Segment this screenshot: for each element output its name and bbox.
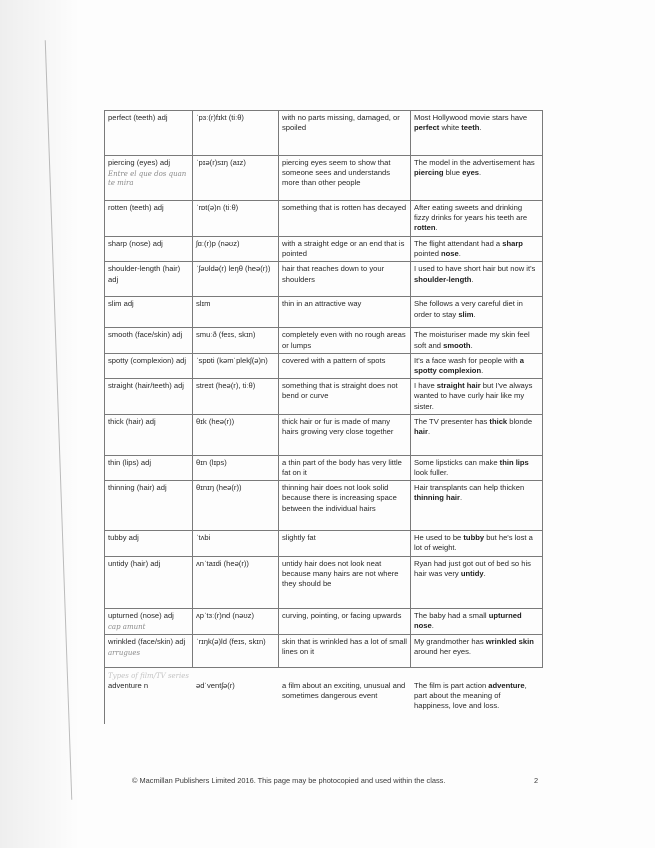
word-cell	[105, 297, 193, 328]
handwritten-note: Types of film/TV series	[108, 671, 190, 680]
word-cell	[105, 531, 193, 556]
word-text: untidy (hair) adj	[108, 558, 161, 568]
example-cell: Most Hollywood movie stars have perfect white teeth.	[411, 111, 543, 156]
example-cell: Ryan had just got out of bed so his hair was very untidy.	[411, 556, 543, 608]
definition-cell: thinning hair does not look solid because there is increasing space between the individual hairs	[279, 481, 411, 531]
word-text: upturned (nose) adj	[108, 610, 174, 620]
table-row	[105, 353, 543, 378]
example-cell: I have straight hair but I've always wanted to have curly hair like my sister.	[411, 379, 543, 415]
pronunciation-cell: θɪnɪŋ (heə(r))	[193, 481, 279, 531]
pronunciation-cell: ˈʃəʊldə(r) leŋθ (heə(r))	[193, 262, 279, 297]
word-text: straight (hair/teeth) adj	[108, 381, 184, 391]
table-row	[105, 667, 543, 724]
word-cell	[105, 608, 193, 634]
pronunciation-cell: ˈrɪŋk(ə)ld (feɪs, skɪn)	[193, 634, 279, 667]
key-term: hair	[414, 427, 428, 437]
key-term: shoulder-length	[414, 274, 472, 284]
table-row	[105, 455, 543, 480]
key-term: tubby	[463, 533, 485, 543]
key-term: thinning hair	[414, 493, 460, 503]
word-cell	[105, 634, 193, 667]
example-cell: The baby had a small upturned nose.	[411, 608, 543, 634]
pronunciation-cell: ˈspɒti (kəmˈplekʃ(ə)n)	[193, 353, 279, 378]
key-term: thin lips	[499, 457, 529, 467]
word-cell	[105, 481, 193, 531]
key-term: straight hair	[436, 381, 481, 391]
pronunciation-cell: slɪm	[193, 297, 279, 328]
page-number: 2	[534, 776, 539, 785]
handwritten-note: arrugues	[108, 649, 141, 658]
definition-cell: something that is rotten has decayed	[279, 201, 411, 237]
word-text: smooth (face/skin) adj	[108, 330, 183, 340]
example-cell: He used to be tubby but he's lost a lot of weight.	[411, 531, 543, 556]
pronunciation-cell: ʌnˈtaɪdi (heə(r))	[193, 556, 279, 608]
definition-cell: a film about an exciting, unusual and sometimes dangerous event	[279, 667, 411, 724]
key-term: sharp	[502, 239, 523, 248]
definition-cell: completely even with no rough areas or lumps	[279, 328, 411, 353]
word-cell	[105, 201, 193, 237]
vocabulary-table	[104, 110, 543, 724]
example-cell: The moisturiser made my skin feel soft and smooth.	[411, 328, 543, 353]
word-text: wrinkled (face/skin) adj	[108, 636, 186, 646]
table-row	[105, 634, 543, 667]
example-cell: Some lipsticks can make thin lips look fuller.	[411, 455, 543, 480]
key-term: slim	[458, 309, 474, 319]
word-cell	[105, 556, 193, 608]
word-cell	[105, 262, 193, 297]
word-text: adventure n	[108, 680, 149, 690]
word-text: thick (hair) adj	[108, 416, 156, 426]
definition-cell: curving, pointing, or facing upwards	[279, 608, 411, 634]
example-cell: Hair transplants can help thicken thinning hair.	[411, 481, 543, 531]
word-text: spotty (complexion) adj	[108, 355, 187, 365]
pronunciation-cell: θɪk (heə(r))	[193, 414, 279, 455]
table-row	[105, 379, 543, 415]
copyright-footer: © Macmillan Publishers Limited 2016. This page may be photocopied and used within the class.	[132, 776, 446, 785]
table-row	[105, 556, 543, 608]
word-cell	[105, 237, 193, 262]
key-term: upturned nose	[414, 610, 522, 630]
example-cell: I used to have short hair but now it's shoulder-length.	[411, 262, 543, 297]
key-term: nose	[441, 249, 459, 259]
definition-cell: hair that reaches down to your shoulders	[279, 262, 411, 297]
example-cell: She follows a very careful diet in order to stay slim.	[411, 297, 543, 328]
word-cell	[105, 353, 193, 378]
word-text: thinning (hair) adj	[108, 483, 167, 493]
table-row	[105, 156, 543, 201]
pronunciation-cell: smuːð (feɪs, skɪn)	[193, 328, 279, 353]
definition-cell: with a straight edge or an end that is pointed	[279, 237, 411, 262]
word-cell	[105, 379, 193, 415]
pronunciation-cell: ʌpˈtɜː(r)nd (nəʊz)	[193, 608, 279, 634]
table-row	[105, 481, 543, 531]
example-cell: My grandmother has wrinkled skin around her eyes.	[411, 634, 543, 667]
key-term: perfect	[414, 123, 440, 133]
table-row	[105, 608, 543, 634]
pronunciation-cell: ˈtʌbi	[193, 531, 279, 556]
definition-cell: untidy hair does not look neat because many hairs are not where they should be	[279, 556, 411, 608]
table-row	[105, 414, 543, 455]
key-term: smooth	[443, 340, 471, 350]
table-row	[105, 262, 543, 297]
handwritten-note: Entre el que dos quan te mira	[108, 170, 187, 188]
example-cell: After eating sweets and drinking fizzy drinks for years his teeth are rotten.	[411, 201, 543, 237]
word-cell	[105, 328, 193, 353]
example-cell: The TV presenter has thick blonde hair.	[411, 414, 543, 455]
word-text: piercing (eyes) adj	[108, 158, 171, 167]
table-row	[105, 111, 543, 156]
key-term: untidy	[460, 568, 484, 578]
definition-cell: covered with a pattern of spots	[279, 353, 411, 378]
example-cell: It's a face wash for people with a spotty complexion.	[411, 353, 543, 378]
definition-cell: slightly fat	[279, 531, 411, 556]
key-term: thick	[489, 416, 508, 426]
handwritten-note: cap amunt	[108, 622, 146, 631]
definition-cell: thick hair or fur is made of many hairs growing very close together	[279, 414, 411, 455]
word-text: tubby adj	[108, 533, 139, 543]
word-text: rotten (teeth) adj	[108, 203, 164, 212]
table-row	[105, 237, 543, 262]
key-term: a spotty complexion	[414, 355, 524, 376]
word-cell	[105, 667, 193, 724]
definition-cell: a thin part of the body has very little fat on it	[279, 455, 411, 480]
example-cell: The flight attendant had a sharp pointed nose.	[411, 237, 543, 262]
word-cell	[105, 455, 193, 480]
pronunciation-cell: ˈpɜː(r)fɪkt (tiːθ)	[193, 111, 279, 156]
key-term: wrinkled skin	[485, 636, 534, 646]
word-cell	[105, 156, 193, 201]
definition-cell: something that is straight does not bend or curve	[279, 379, 411, 415]
pronunciation-cell: θɪn (lɪps)	[193, 455, 279, 480]
key-term: rotten	[414, 223, 436, 233]
word-text: perfect (teeth) adj	[108, 113, 168, 122]
pronunciation-cell: ədˈventʃə(r)	[193, 667, 279, 724]
pronunciation-cell: ˈrɒt(ə)n (tiːθ)	[193, 201, 279, 237]
definition-cell: thin in an attractive way	[279, 297, 411, 328]
word-cell	[105, 111, 193, 156]
word-text: slim adj	[108, 299, 134, 309]
table-row	[105, 201, 543, 237]
definition-cell: piercing eyes seem to show that someone sees and understands more than other people	[279, 156, 411, 201]
key-term: teeth	[461, 123, 480, 133]
table-row	[105, 328, 543, 353]
pronunciation-cell: ʃɑː(r)p (nəʊz)	[193, 237, 279, 262]
table-row	[105, 297, 543, 328]
pronunciation-cell: streɪt (heə(r), tiːθ)	[193, 379, 279, 415]
example-cell: The film is part action adventure, part about the meaning of happiness, love and loss.	[411, 667, 543, 724]
table-row	[105, 531, 543, 556]
word-text: sharp (nose) adj	[108, 239, 163, 248]
key-term: piercing	[414, 168, 444, 178]
word-cell	[105, 414, 193, 455]
definition-cell: with no parts missing, damaged, or spoiled	[279, 111, 411, 156]
key-term: eyes	[462, 168, 480, 178]
word-text: thin (lips) adj	[108, 457, 152, 467]
pronunciation-cell: ˈpɪə(r)sɪŋ (aɪz)	[193, 156, 279, 201]
key-term: adventure	[488, 680, 525, 690]
word-text: shoulder-length (hair) adj	[108, 264, 181, 284]
definition-cell: skin that is wrinkled has a lot of small lines on it	[279, 634, 411, 667]
example-cell: The model in the advertisement has piercing blue eyes.	[411, 156, 543, 201]
